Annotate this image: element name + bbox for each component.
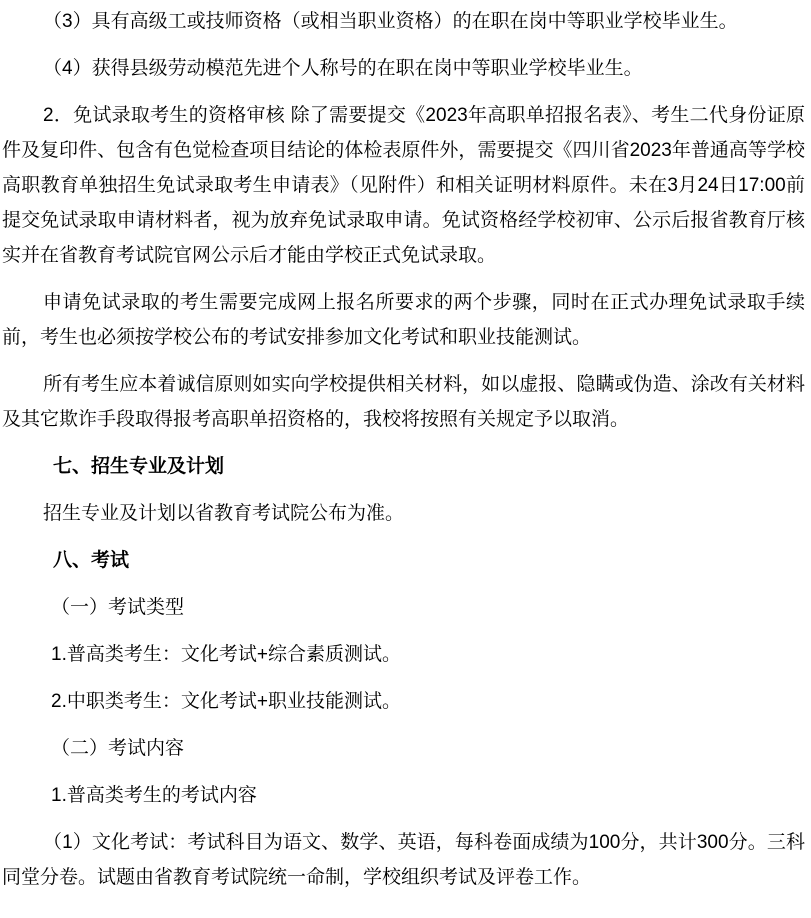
- subheading-exam-type: （一）考试类型: [51, 597, 185, 618]
- item-putong-exam-type: 1.普高类考生：文化考试+综合素质测试。: [51, 644, 401, 665]
- subheading-exam-content: （二）考试内容: [51, 738, 185, 759]
- para-exemption-qualification-review: 2．免试录取考生的资格审核 除了需要提交《2023年高职单招报名表》、考生二代身份证原件及复印件、包含有色觉检查项目结论的体检表原件外，需要提交《四川省2023年普通高等学校高职教育单独招生免试录取考生申请表》（见附件）和相关证明材料原件。未在3月24日17:00前提交免试录取申请材料者，视为放弃免试录取申请。免试资格经学校初审、公示后报省教育厅核实并在省教育考试院官网公示后才能由学校正式免试录取。: [2, 105, 805, 266]
- para-enrollment-plan-reference: 招生专业及计划以省教育考试院公布为准。: [43, 503, 405, 524]
- heading-section-8-examination: 八、考试: [53, 550, 130, 571]
- heading-section-7-enrollment-plan: 七、招生专业及计划: [53, 456, 225, 477]
- subheading-putong-exam-content: 1.普高类考生的考试内容: [51, 785, 257, 806]
- para-exemption-application-steps: 申请免试录取的考生需要完成网上报名所要求的两个步骤，同时在正式办理免试录取手续前，考生也必须按学校公布的考试安排参加文化考试和职业技能测试。: [2, 292, 805, 348]
- item-zhongzhi-exam-type: 2.中职类考生：文化考试+职业技能测试。: [51, 691, 401, 712]
- clause-county-model-worker: （4）获得县级劳动模范先进个人称号的在职在岗中等职业学校毕业生。: [43, 58, 643, 79]
- clause-senior-worker-qualification: （3）具有高级工或技师资格（或相当职业资格）的在职在岗中等职业学校毕业生。: [43, 11, 738, 32]
- para-culture-exam-details: （1）文化考试：考试科目为语文、数学、英语，每科卷面成绩为100分，共计300分。三科同堂分卷。试题由省教育考试院统一命制，学校组织考试及评卷工作。: [2, 832, 805, 888]
- para-integrity-principle: 所有考生应本着诚信原则如实向学校提供相关材料，如以虚报、隐瞒或伪造、涂改有关材料及其它欺诈手段取得报考高职单招资格的，我校将按照有关规定予以取消。: [2, 374, 805, 430]
